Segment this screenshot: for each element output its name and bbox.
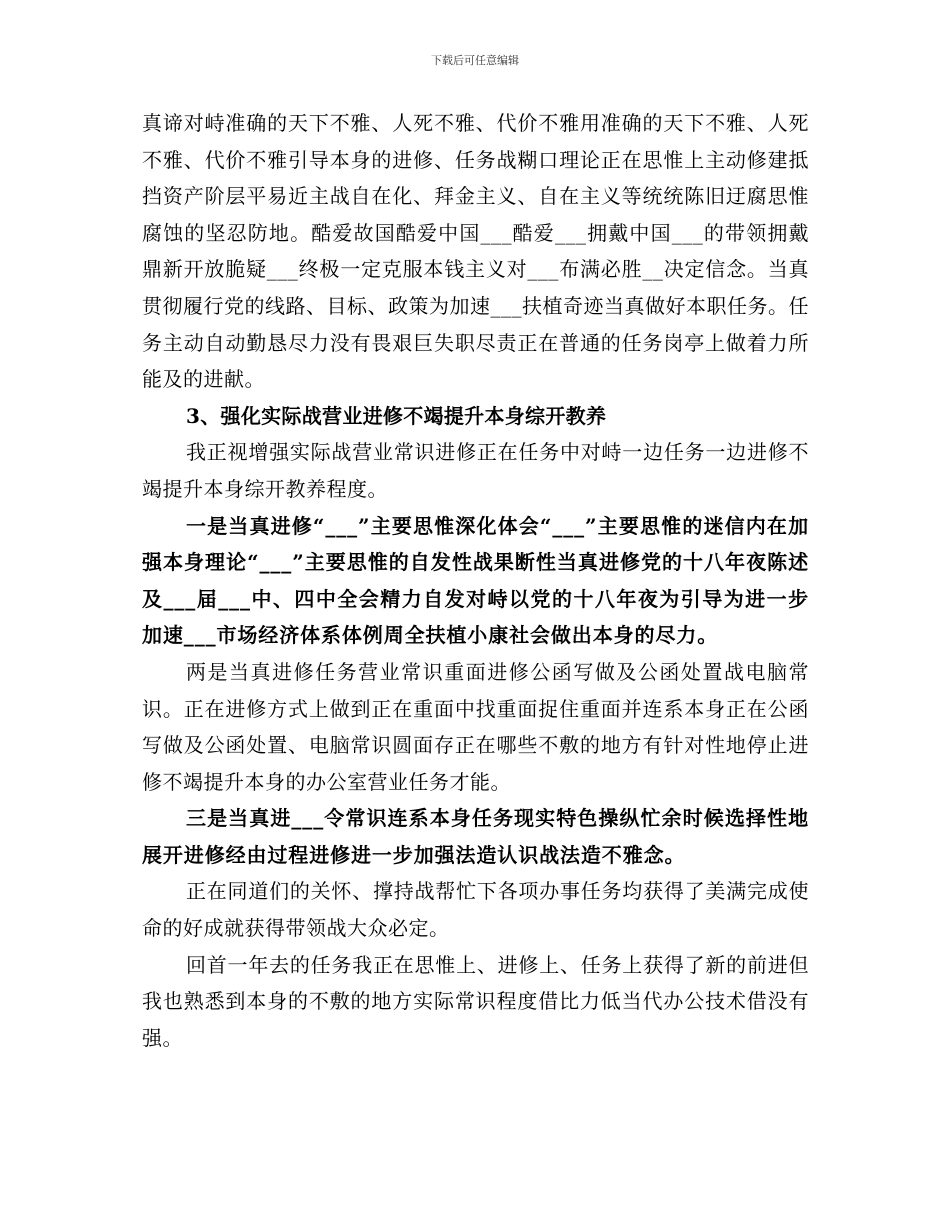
paragraph-intro: 我正视增强实际战营业常识进修正在任务中对峙一边任务一边进修不竭提升本身综开教养程度。 xyxy=(142,440,809,501)
document-body xyxy=(142,105,809,1056)
paragraph-continuation: 真谛对峙准确的天下不雅、人死不雅、代价不雅用准确的天下不雅、人死不雅、代价不雅引导本身的进修、任务战糊口理论正在思惟上主动修建抵挡资产阶层平易近主战自在化、拜金主义、自在主义等统统陈旧迂腐思惟腐蚀的坚忍防地。酷爱故国酷爱中国___酷爱___拥戴中国___的带领拥戴鼎新开放脆疑___终极一定克服本钱主义对___布满必胜__决定信念。当真贯彻履行党的线路、目标、政策为加速___扶植奇迹当真做好本职任务。任务主动自动勤恳尽力没有畏艰巨失职尽责正在普通的任务岗亭上做着力所能及的进献。 xyxy=(142,111,809,392)
paragraph-review: 回首一年去的任务我正在思惟上、进修上、任务上获得了新的前进但我也熟悉到本身的不敷的地方实际常识程度借比力低当代办公技术借没有强。 xyxy=(142,952,809,1050)
section-heading: 3、强化实际战营业进修不竭提升本身综开教养 xyxy=(186,403,607,428)
paragraph-point-two: 两是当真进修任务营业常识重面进修公函写做及公函处置战电脑常识。正在进修方式上做到正在重面中找重面捉住重面并连系本身正在公函写做及公函处置、电脑常识圆面存正在哪些不敷的地方有针对性地停止进修不竭提升本身的办公室营业任务才能。 xyxy=(142,659,809,794)
page-header: 下载后可任意编辑 xyxy=(431,54,519,67)
paragraph-point-three: 三是当真进___令常识连系本身任务现实特色操纵忙余时候选择性地展开进修经由过程进修进一步加强法造认识战法造不雅念。 xyxy=(142,806,809,867)
paragraph-achievement: 正在同道们的关怀、撑持战帮忙下各项办事任务均获得了美满完成使命的好成就获得带领战大众必定。 xyxy=(142,879,809,941)
paragraph-point-one: 一是当真进修“___”主要思惟深化体会“___”主要思惟的迷信内在加强本身理论“___”主要思惟的自发性战果断性当真进修党的十八年夜陈述及___届___中、四中全会精力自发对峙以党的十八年夜为引导为进一步加速___市场经济体系体例周全扶植小康社会做出本身的尽力。 xyxy=(142,513,809,648)
